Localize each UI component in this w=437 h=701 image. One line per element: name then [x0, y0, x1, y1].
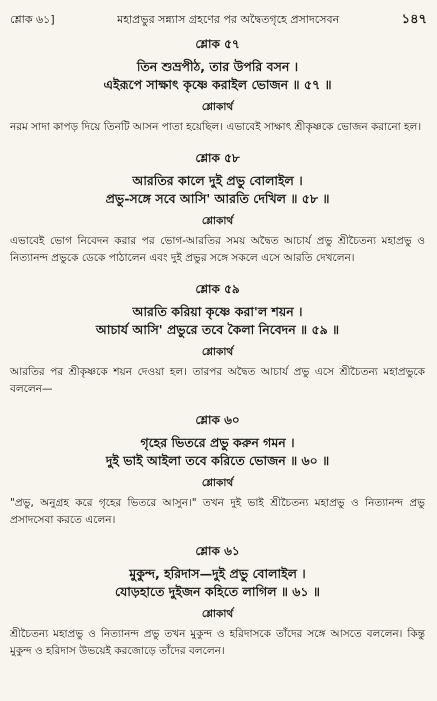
verse-line: তিন শুভ্রপীঠ, তার উপরি বসন । — [136, 59, 299, 74]
header-chapter-title: মহাপ্রভুর সন্ন্যাস গ্রহণের পর অদ্বৈতগৃহে প্রসাদসেবন — [117, 13, 340, 26]
verse-line: যোড়হাতে দুইজন কহিতে লাগিল ॥ ৬১ ॥ — [115, 584, 320, 599]
verse-line: আচার্য আসি' প্রভুরে তবে কৈলা নিবেদন ॥ ৫৯ ॥ — [95, 322, 340, 337]
translation-heading: শ্লোকার্থ — [201, 346, 234, 358]
verse-line: দুই ভাই আইলা তবে করিতে ভোজন ॥ ৬০ ॥ — [105, 453, 330, 468]
verse-line: প্রভু-সঙ্গে সবে আসি' আরতি দেখিল ॥ ৫৮ ॥ — [105, 191, 330, 206]
verse-number: শ্লোক ৫৮ — [195, 151, 240, 165]
page-number: ১৪৭ — [401, 12, 427, 27]
verse-section — [10, 281, 425, 398]
running-header — [10, 10, 427, 28]
verse-number: শ্লোক ৬১ — [195, 544, 240, 558]
page-content — [10, 36, 425, 660]
verse-line: আরতির কালে দুই প্রভু বোলাইল । — [132, 173, 303, 188]
translation-text: এভাবেই ভোগ নিবেদন করার পর ভোগ-আরতির সময় অদ্বৈত আচার্য প্রভু শ্রীচৈতন্য মহাপ্রভু ও নিত্যানন্দ প্রভুকে ডেকে পাঠালেন এবং দুই প্রভুর সঙ্গে সকলে এসে আরতি দেখলেন। — [10, 235, 425, 264]
translation-text: আরতির পর শ্রীকৃষ্ণকে শয়ন দেওয়া হল। তারপর অদ্বৈত আচার্য প্রভু এসে শ্রীচৈতন্য মহাপ্রভুকে বললেন— — [10, 366, 425, 395]
verse-number: শ্লোক ৬০ — [195, 413, 240, 427]
translation-heading: শ্লোকার্থ — [201, 101, 234, 113]
translation-text: "প্রভু, অনুগ্রহ করে গৃহের ভিতরে আসুন।" তখন দুই ভাই শ্রীচৈতন্য মহাপ্রভু ও নিত্যানন্দ প্রভু প্রসাদসেবা করতে এলেন। — [10, 497, 425, 526]
verse-line: মুকুন্দ, হরিদাস—দুই প্রভু বোলাইল । — [129, 566, 306, 581]
translation-heading: শ্লোকার্থ — [201, 608, 234, 620]
verse-number: শ্লোক ৫৭ — [195, 37, 240, 51]
translation-text: নরম সাদা কাপড় দিয়ে তিনটি আসন পাতা হয়েছিল। এভাবেই সাক্ষাৎ শ্রীকৃষ্ণকে ভোজন করানো হল। — [10, 121, 422, 133]
translation-text: শ্রীচৈতন্য মহাপ্রভু ও নিত্যানন্দ প্রভু তখন মুকুন্দ ও হরিদাসকে তাঁদের সঙ্গে আসতে বললেন। কিন্তু মুকুন্দ ও হরিদাস উভয়েই করজোড়ে তাঁদের বললেন। — [10, 628, 425, 657]
verse-line: আরতি করিয়া কৃষ্ণে করা'ল শয়ন । — [132, 304, 303, 319]
translation-heading: শ্লোকার্থ — [201, 477, 234, 489]
verse-line: এইরূপে সাক্ষাৎ কৃষ্ণে করাইল ভোজন ॥ ৫৭ ॥ — [103, 77, 332, 92]
verse-section — [10, 150, 425, 267]
translation-heading: শ্লোকার্থ — [201, 215, 234, 227]
header-verse-ref: শ্লোক ৬১] — [10, 13, 55, 26]
verse-section — [10, 36, 425, 136]
verse-line: গৃহের ভিতরে প্রভু করুন গমন । — [140, 435, 295, 450]
verse-section — [10, 412, 425, 529]
verse-number: শ্লোক ৫৯ — [195, 282, 240, 296]
verse-section — [10, 543, 425, 660]
